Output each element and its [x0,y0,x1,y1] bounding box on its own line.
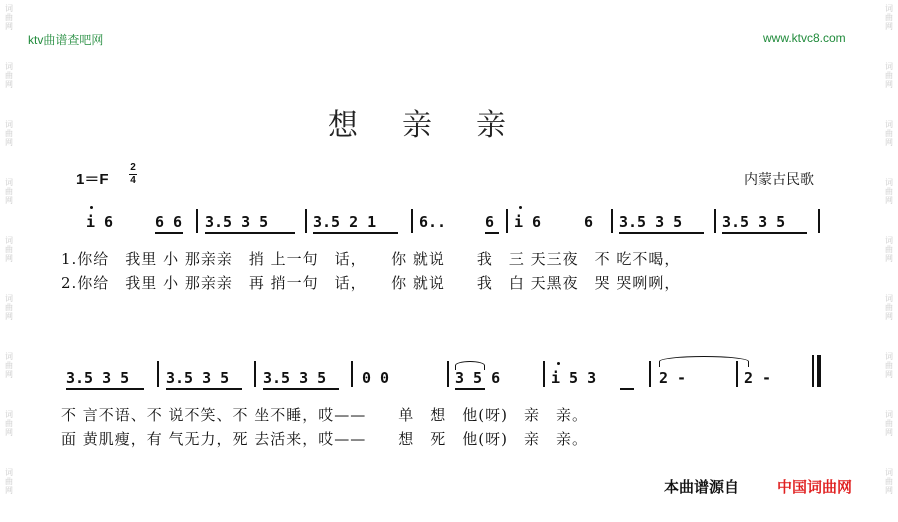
measure-1: i 6 [86,213,114,231]
source-link[interactable]: 中国词曲网 [777,478,853,496]
barline [157,361,159,387]
watermark-text: 词 曲 网 [885,120,893,147]
measure-8: 3.5 3 5 [66,369,130,387]
beam [485,232,499,234]
lyric-verse-1-line-2: 不 言不语、不 说不笑、不 坐不睡，哎—— 单 想 他(呀) 亲 亲。 [61,406,589,424]
measure-6: 3.5 3 5 [619,213,683,231]
watermark-text: 词 曲 网 [885,352,893,379]
barline [196,209,198,233]
beam [205,232,295,234]
barline [543,361,545,387]
octave-dot [90,206,93,209]
measure-1b: 6 6 [155,213,183,231]
time-signature-top: 2 [130,162,136,173]
barline [351,361,353,387]
barline [305,209,307,233]
watermark-text: 词 曲 网 [5,236,13,263]
lyric-verse-1-line-1: 1.你给 我里 小 那亲亲 捎 上一句 话， 你 就说 我 三 天三夜 不 吃不喝， [61,250,681,268]
source-label: 本曲谱源自 [664,478,740,496]
barline [506,209,508,233]
beam [66,388,144,390]
barline [818,209,820,233]
watermark-text: 词 曲 网 [885,468,893,495]
measure-5b: 6 [584,213,594,231]
lyric-verse-2-line-2: 面 黄肌瘦，有 气无力，死 去活来，哎—— 想 死 他(呀) 亲 亲。 [61,430,589,448]
beam [722,232,807,234]
octave-dot [557,362,560,365]
beam [455,388,485,390]
site-name-left: ktv曲谱查吧网 [28,33,104,47]
watermark-text: 词 曲 网 [5,410,13,437]
watermark-text: 词 曲 网 [5,294,13,321]
site-url-right: www.ktvc8.com [763,31,846,45]
watermark-text: 词 曲 网 [5,62,13,89]
watermark-column-right [882,0,896,522]
watermark-text: 词 曲 网 [885,236,893,263]
tie [659,356,749,367]
measure-3: 3.5 2 1 [313,213,377,231]
watermark-text: 词 曲 网 [885,178,893,205]
watermark-text: 词 曲 网 [5,4,13,31]
barline [411,209,413,233]
measure-4b: 6 [485,213,495,231]
beam [620,388,634,390]
measure-13: i 5 3 [551,369,597,387]
measure-4: 6.. [419,213,447,231]
watermark-text: 词 曲 网 [885,410,893,437]
watermark-text: 词 曲 网 [5,178,13,205]
measure-9: 3.5 3 5 [166,369,230,387]
measure-11: 0 0 [362,369,390,387]
watermark-text: 词 曲 网 [5,120,13,147]
key-signature: 1＝F [76,171,109,188]
measure-2: 3.5 3 5 [205,213,269,231]
measure-7: 3.5 3 5 [722,213,786,231]
barline [611,209,613,233]
beam [313,232,398,234]
song-title: 想亲亲 [328,108,550,143]
beam [155,232,183,234]
watermark-text: 词 曲 网 [5,468,13,495]
lyric-verse-2-line-1: 2.你给 我里 小 那亲亲 再 捎一句 话， 你 就说 我 白 天黑夜 哭 哭咧咧， [61,274,681,292]
beam [619,232,704,234]
measure-5: i 6 [514,213,542,231]
beam [263,388,339,390]
time-signature-bottom: 4 [130,175,136,186]
slur [455,361,485,370]
watermark-text: 词 曲 网 [885,294,893,321]
watermark-text: 词 曲 网 [885,4,893,31]
barline [447,361,449,387]
barline [714,209,716,233]
barline [254,361,256,387]
measure-14: 2 - [659,369,687,387]
barline [649,361,651,387]
octave-dot [519,206,522,209]
final-barline-thick [817,355,821,387]
beam [166,388,242,390]
measure-15: 2 - [744,369,772,387]
song-origin: 内蒙古民歌 [744,172,814,188]
measure-12: 3 5 6 [455,369,501,387]
watermark-column-left [2,0,16,522]
time-signature [129,163,137,186]
watermark-text: 词 曲 网 [5,352,13,379]
final-barline-thin [812,355,814,387]
measure-10: 3.5 3 5 [263,369,327,387]
watermark-text: 词 曲 网 [885,62,893,89]
